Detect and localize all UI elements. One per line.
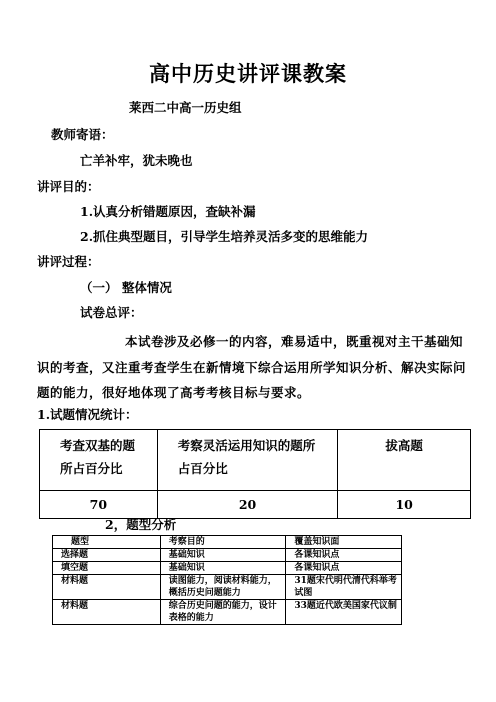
- table-header-cell: 拔高题: [338, 430, 471, 491]
- table-header-cell: 考察灵活运用知识的题所占百分比: [157, 430, 338, 491]
- table-cell: 材料题: [53, 600, 161, 625]
- table-row: [53, 600, 402, 625]
- review-paragraph: 本试卷涉及必修一的内容，难易适中，既重视对主干基础知识的考查，又注重考查学生在新情境下综合运用所学知识分析、解决实际问题的能力，很好地体现了高考考核目标与要求。: [37, 334, 467, 400]
- table-cell: 填空题: [53, 562, 161, 575]
- table-cell: 基础知识: [160, 562, 286, 575]
- table-cell: 综合历史问题的能力，设计表格的能力: [160, 600, 286, 625]
- table-cell: 各课知识点: [286, 562, 402, 575]
- type-table: [52, 535, 402, 625]
- table-cell: 20: [157, 491, 338, 519]
- table-header-cell: 考查双基的题所占百分比: [40, 430, 158, 491]
- table-cell: 33题近代欧美国家代议制: [286, 600, 402, 625]
- table-cell: 选择题: [53, 549, 161, 562]
- teacher-msg: 亡羊补牢，犹未晚也: [80, 153, 193, 168]
- goal-label: 讲评目的：: [37, 179, 100, 194]
- table-cell: 10: [338, 491, 471, 519]
- table-cell: 基础知识: [160, 549, 286, 562]
- goal-item: 1.认真分析错题原因，查缺补漏: [80, 204, 256, 219]
- section-heading: （一） 整体情况: [80, 280, 172, 295]
- table-row: [53, 562, 402, 575]
- table-cell: 读图能力，阅读材料能力，概括历史问题能力: [160, 575, 286, 600]
- stats-table: [39, 429, 471, 519]
- teacher-msg-label: 教师寄语：: [51, 127, 114, 142]
- type-label: 2，题型分析: [105, 517, 177, 532]
- stats-label: 1.试题情况统计：: [37, 407, 138, 422]
- table-row: [53, 575, 402, 600]
- table-row: [53, 549, 402, 562]
- table-cell: 材料题: [53, 575, 161, 600]
- goal-item: 2.抓住典型题目，引导学生培养灵活多变的思维能力: [80, 229, 369, 244]
- table-cell: 31题宋代明代清代科举考试图: [286, 575, 402, 600]
- table-header-cell: 题型: [53, 536, 161, 549]
- table-cell: 70: [40, 491, 158, 519]
- page-title: 高中历史讲评课教案: [149, 61, 347, 86]
- table-cell: 各课知识点: [286, 549, 402, 562]
- table-header-row: [40, 430, 471, 491]
- review-label: 试卷总评：: [80, 305, 143, 320]
- table-header-row: [53, 536, 402, 549]
- process-label: 讲评过程：: [37, 254, 100, 269]
- table-header-cell: 考察目的: [160, 536, 286, 549]
- table-header-cell: 覆盖知识面: [286, 536, 402, 549]
- subtitle: 莱西二中高一历史组: [129, 100, 242, 115]
